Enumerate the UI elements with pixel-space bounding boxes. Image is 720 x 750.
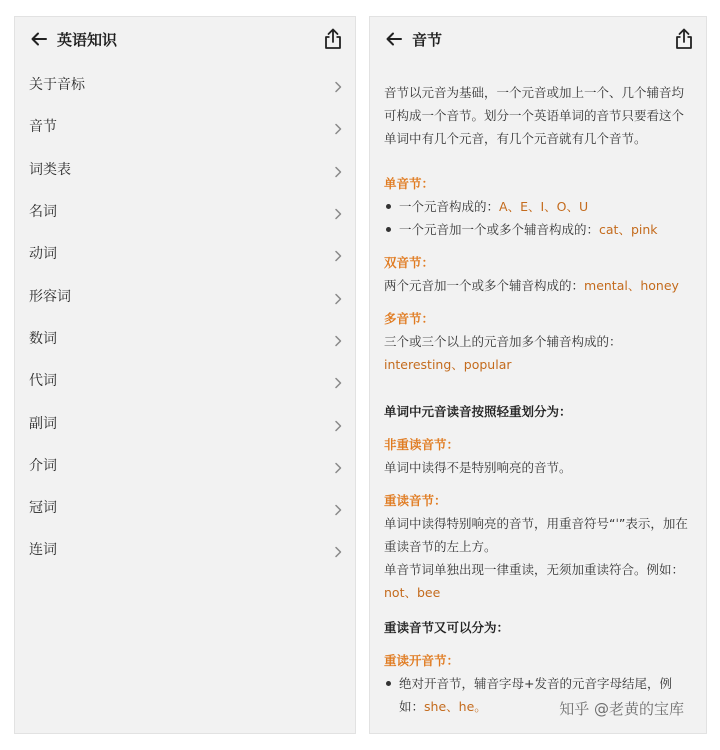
article-content: [370, 81, 706, 718]
right-topbar: [370, 17, 706, 61]
chevron-right-icon: [333, 501, 343, 513]
list-item[interactable]: [15, 444, 355, 486]
chevron-right-icon: [333, 290, 343, 302]
left-panel: [14, 16, 356, 734]
share-icon[interactable]: [323, 28, 343, 50]
example-words: interesting、popular: [384, 357, 512, 372]
chevron-right-icon: [333, 459, 343, 471]
example-words: cat、pink: [599, 222, 658, 237]
list-item: [384, 218, 692, 241]
multi-syllable-heading: 多音节：: [384, 311, 435, 326]
example-words: mental、honey: [584, 278, 679, 293]
list-item[interactable]: [15, 232, 355, 274]
chevron-right-icon: [333, 543, 343, 555]
stressed-example: [384, 558, 692, 604]
arrow-left-icon[interactable]: [384, 29, 404, 49]
chevron-right-icon: [333, 374, 343, 386]
list-item: [384, 195, 692, 218]
example-words: A、E、I、O、U: [499, 199, 589, 214]
arrow-left-icon[interactable]: [29, 29, 49, 49]
double-syllable-heading: 双音节：: [384, 255, 435, 270]
body-text: 单词中读得不是特别响亮的音节。: [384, 460, 572, 475]
right-panel: [369, 16, 707, 734]
chevron-right-icon: [333, 120, 343, 132]
list-item-label: 名词: [29, 204, 57, 221]
chevron-right-icon: [333, 205, 343, 217]
bullet-text: 一个元音加一个或多个辅音构成的：: [399, 222, 600, 237]
intro-paragraph: 音节以元音为基础，一个元音或加上一个、几个辅音均可构成一个音节。划分一个英语单词的音节只要看这个单词中有几个元音，有几个元音就有几个音节。: [384, 85, 685, 146]
list-item[interactable]: [15, 486, 355, 528]
list-item[interactable]: [15, 274, 355, 316]
bullet-dot: [386, 204, 391, 209]
stressed-split-title: 重读音节又可以分为：: [384, 620, 510, 635]
topic-list: [15, 63, 355, 571]
share-icon[interactable]: [674, 28, 694, 50]
body-text: 单音节词单独出现一律重读，无须加重读符合。例如：: [384, 562, 685, 577]
list-item-label: 动词: [29, 246, 57, 263]
list-item-label: 代词: [29, 373, 57, 390]
list-item-label: 介词: [29, 457, 57, 474]
list-item-label: 词类表: [29, 161, 71, 178]
bullet-dot: [386, 227, 391, 232]
stressed-heading: 重读音节：: [384, 493, 447, 508]
chevron-right-icon: [333, 163, 343, 175]
list-item[interactable]: [15, 190, 355, 232]
list-item-label: 形容词: [29, 288, 71, 305]
list-item[interactable]: [15, 359, 355, 401]
list-item-label: 音节: [29, 119, 57, 136]
bullet-text: 一个元音构成的：: [399, 199, 500, 214]
body-text: 单词中读得特别响亮的音节，用重音符号“ˈ”表示，加在重读音节的左上方。: [384, 516, 688, 554]
page-title: 英语知识: [57, 30, 118, 49]
list-item-label: 冠词: [29, 500, 57, 517]
unstressed-heading: 非重读音节：: [384, 437, 460, 452]
body-text: 两个元音加一个或多个辅音构成的：: [384, 278, 585, 293]
chevron-right-icon: [333, 417, 343, 429]
page-title: 音节: [412, 30, 443, 49]
left-topbar: [15, 17, 355, 61]
single-syllable-heading: 单音节：: [384, 176, 435, 191]
example-words: not、bee: [384, 585, 441, 600]
list-item[interactable]: [15, 401, 355, 443]
double-syllable-text: [384, 274, 692, 297]
list-item[interactable]: [15, 317, 355, 359]
list-item-label: 连词: [29, 542, 57, 559]
example-words: she、he。: [424, 699, 487, 714]
chevron-right-icon: [333, 332, 343, 344]
list-item-label: 副词: [29, 415, 57, 432]
list-item[interactable]: [15, 528, 355, 570]
chevron-right-icon: [333, 78, 343, 90]
watermark: 知乎 @老黄的宝库: [555, 696, 688, 721]
bullet-dot: [386, 681, 391, 686]
list-item[interactable]: [15, 148, 355, 190]
open-syllable-heading: 重读开音节：: [384, 653, 460, 668]
list-item-label: 关于音标: [29, 77, 85, 94]
body-text: 三个或三个以上的元音加多个辅音构成的：: [384, 334, 622, 349]
list-item[interactable]: [15, 105, 355, 147]
stress-section-title: 单词中元音读音按照轻重划分为：: [384, 404, 572, 419]
list-item-label: 数词: [29, 330, 57, 347]
bullet-text: 绝对开音节，辅音字母+发音的元音字母结尾，例如：: [399, 676, 672, 714]
chevron-right-icon: [333, 247, 343, 259]
list-item[interactable]: [15, 63, 355, 105]
